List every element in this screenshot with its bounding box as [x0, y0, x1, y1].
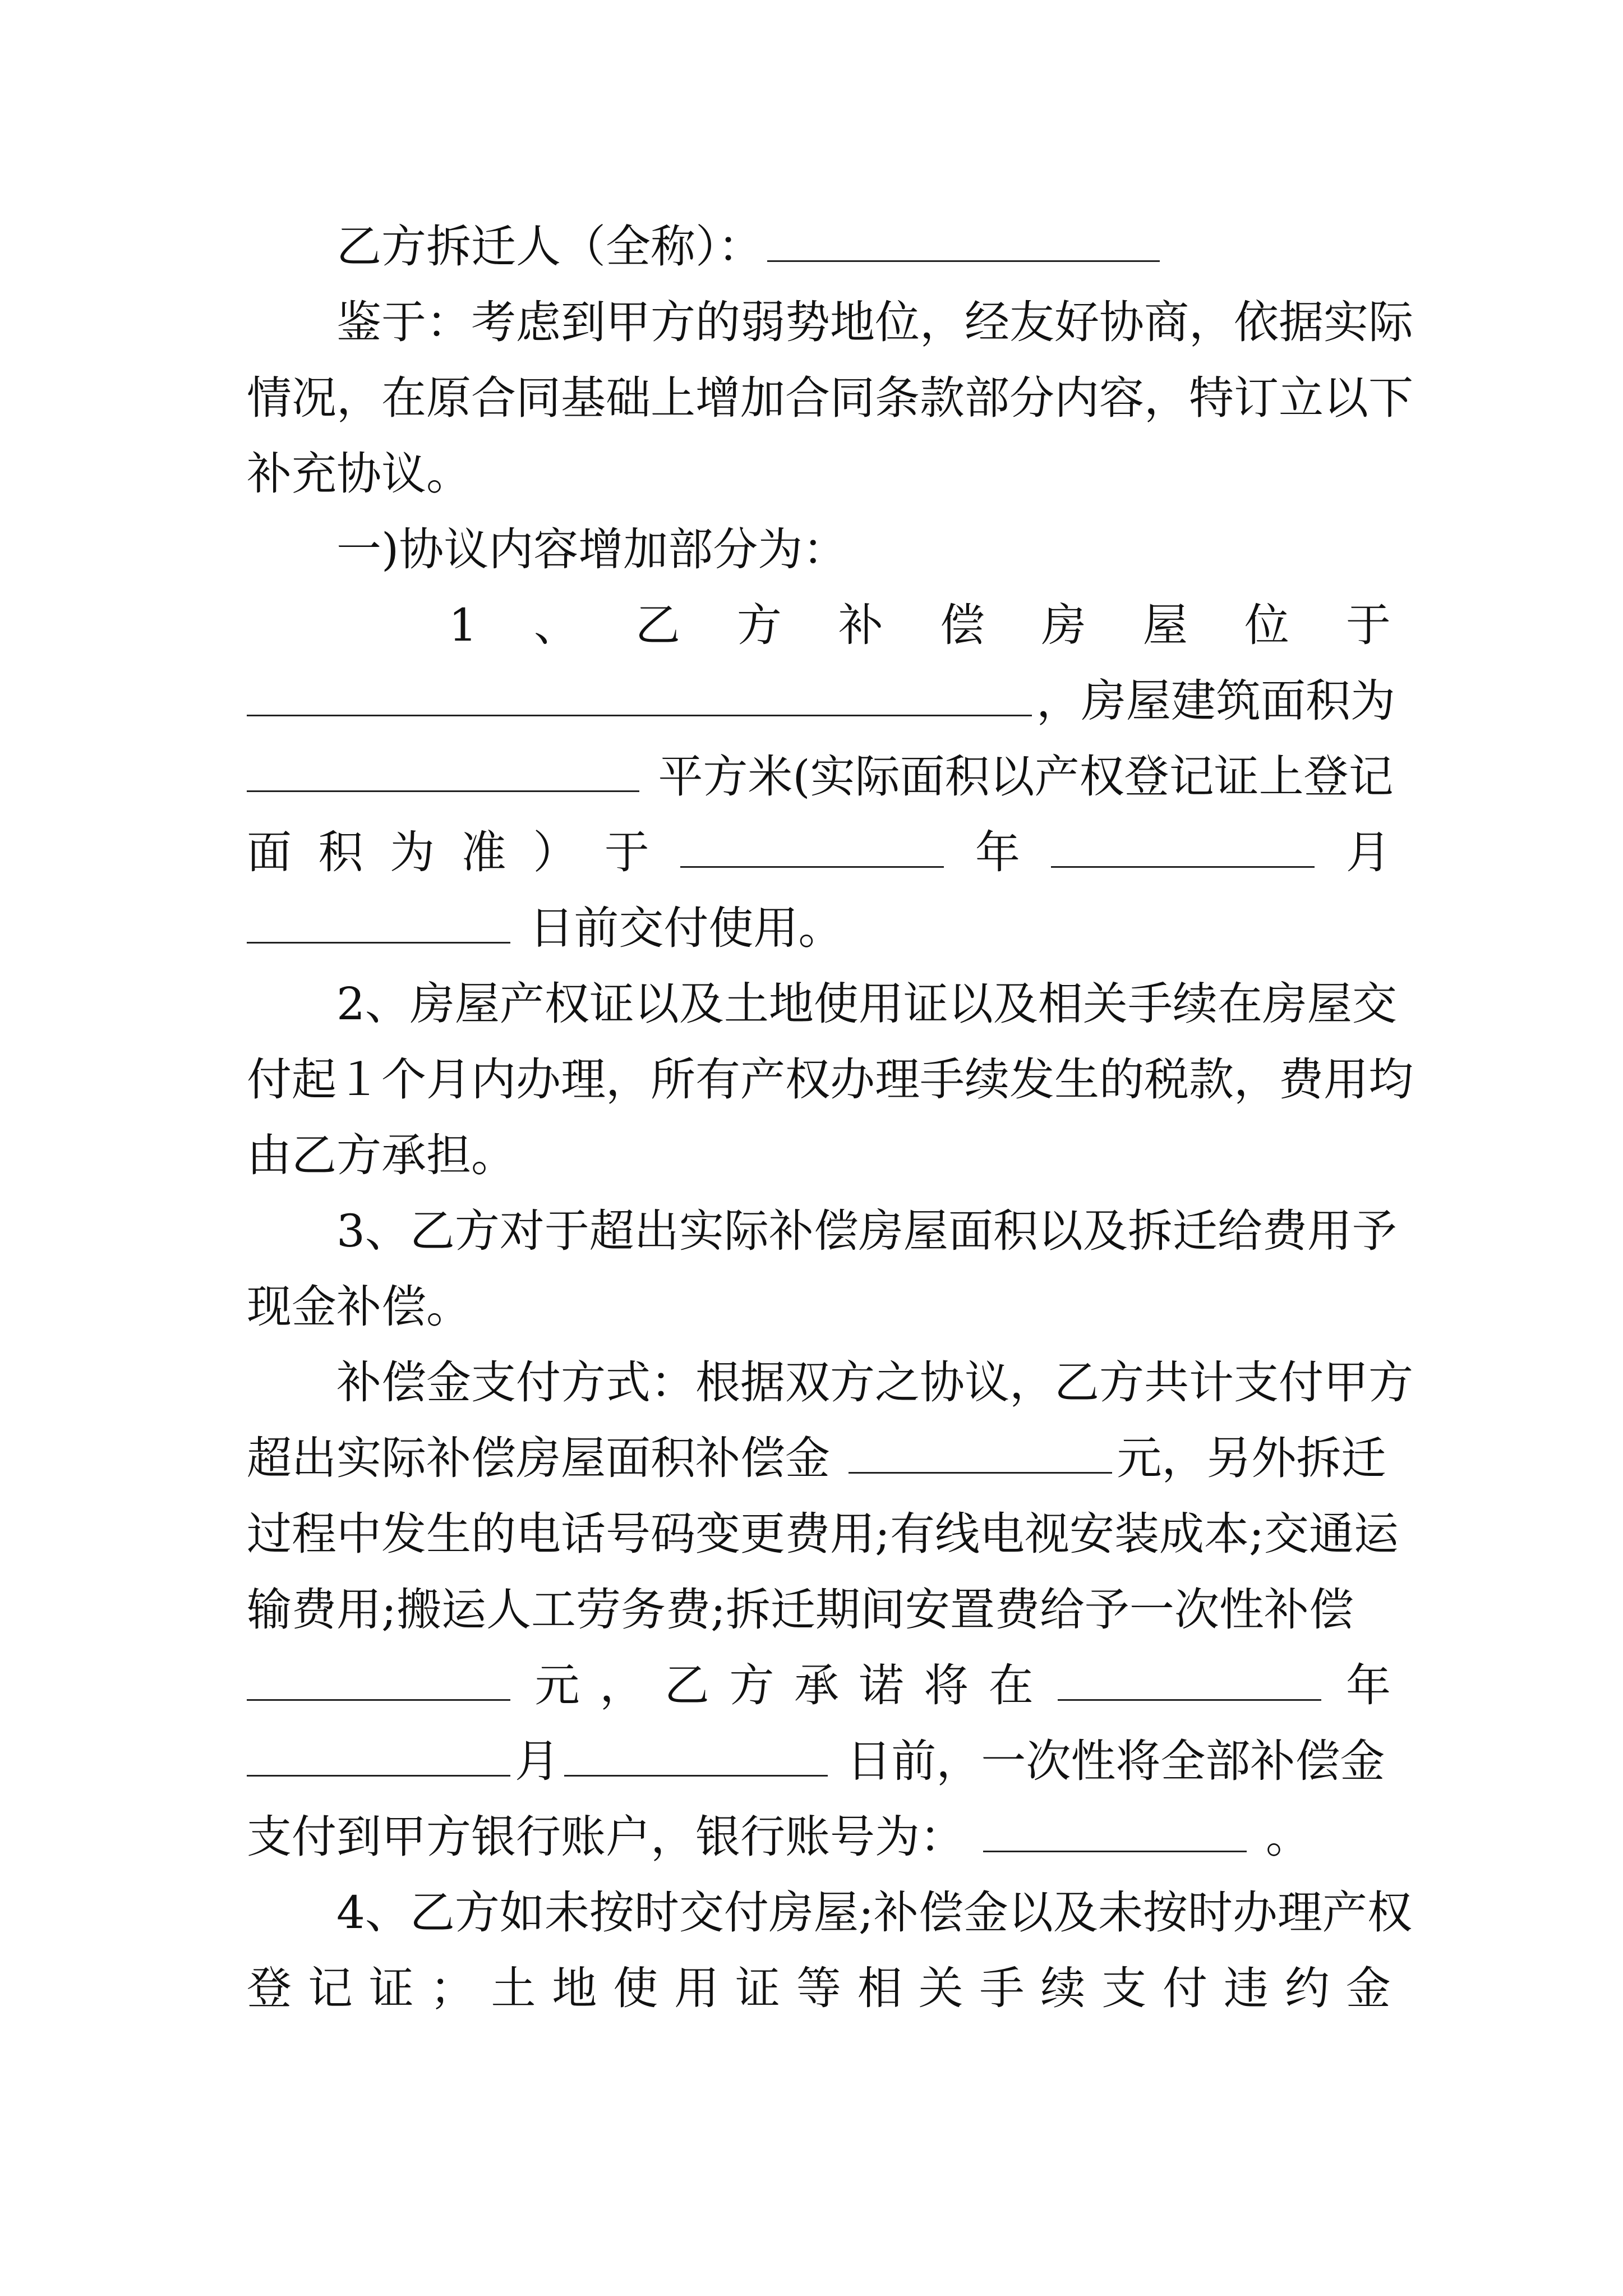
lump-sum-blank[interactable] — [247, 1699, 510, 1701]
payment-line-2-tail: 元，另外拆迁 — [1117, 1432, 1386, 1484]
basis-char: 积 — [318, 826, 363, 878]
item-1-char: 于 — [1345, 599, 1391, 651]
house-location-blank[interactable] — [247, 715, 1032, 716]
area-blank[interactable] — [247, 790, 639, 792]
item-1-char: 方 — [736, 599, 782, 651]
item-4-char: 证 — [368, 1962, 414, 2014]
item-4-char: 使 — [613, 1962, 658, 2014]
item-4-char: 土 — [491, 1962, 536, 2014]
payment-year-blank[interactable] — [1058, 1699, 1321, 1701]
item-1-line-1 — [449, 586, 1391, 665]
excess-compensation-blank[interactable] — [849, 1472, 1112, 1474]
item-1-char: 偿 — [939, 599, 985, 651]
payment-char: 方 — [729, 1659, 774, 1711]
year-label: 年 — [975, 826, 1020, 878]
payment-char: 元 — [534, 1659, 580, 1711]
item-1-line-4 — [247, 813, 1391, 892]
payment-line-4: 输费用;搬运人工劳务费;拆迁期间安置费给予一次性补偿 — [247, 1584, 1354, 1636]
section-1-heading: 一)协议内容增加部分为： — [336, 523, 848, 576]
item-2-line-1: 2、房屋产权证以及土地使用证以及相关手续在房屋交 — [336, 978, 1397, 1030]
payment-line-3: 过程中发生的电话号码变更费用;有线电视安装成本;交通运 — [247, 1508, 1399, 1560]
month-label: 月 — [1345, 826, 1391, 878]
item-4-char: 记 — [307, 1962, 353, 2014]
payment-char: 将 — [924, 1659, 969, 1711]
item-4-char: 登 — [247, 1962, 292, 2014]
item-4-line-1: 4、乙方如未按时交付房屋;补偿金以及未按时办理产权 — [336, 1887, 1412, 1939]
area-unit-text: 平方米(实际面积以产权登记证上登记 — [658, 751, 1394, 803]
payment-char: 承 — [794, 1659, 839, 1711]
bank-account-blank[interactable] — [983, 1851, 1247, 1852]
delivery-day-blank[interactable] — [247, 942, 510, 944]
basis-char: 于 — [604, 826, 649, 878]
item-1-char: 、 — [533, 599, 579, 651]
delivery-month-blank[interactable] — [1051, 866, 1315, 868]
item-4-char: 约 — [1284, 1962, 1330, 2014]
payment-amount-label: 超出实际补偿房屋面积补偿金 — [247, 1432, 830, 1484]
item-2-line-2: 付起１个月内办理，所有产权办理手续发生的税款，费用均 — [247, 1053, 1413, 1106]
preamble-line-1: 鉴于：考虑到甲方的弱势地位，经友好协商，依据实际 — [336, 296, 1413, 348]
payment-char: 乙 — [664, 1659, 709, 1711]
item-4-char: 支 — [1101, 1962, 1147, 2014]
preamble-line-3: 补充协议。 — [247, 448, 471, 500]
payment-char: 诺 — [859, 1659, 904, 1711]
payment-line-6 — [247, 1722, 1391, 1801]
basis-char: 为 — [390, 826, 435, 878]
party-b-name-blank[interactable] — [767, 260, 1160, 262]
payment-line-7 — [247, 1798, 1391, 1876]
item-1-line-3 — [247, 738, 1394, 816]
item-1-char: 乙 — [635, 599, 680, 651]
party-b-label: 乙方拆迁人（全称）： — [336, 220, 763, 273]
item-2-line-3: 由乙方承担。 — [247, 1129, 516, 1181]
basis-char: 准 — [461, 826, 506, 878]
item-4-char: 证 — [735, 1962, 780, 2014]
payment-day-blank[interactable] — [564, 1775, 828, 1777]
item-1-char: 位 — [1244, 599, 1289, 651]
party-b-line — [336, 208, 1391, 286]
item-3-line-2: 现金补偿。 — [247, 1281, 471, 1333]
payment-char: ， — [600, 1659, 645, 1711]
payment-line-1: 补偿金支付方式：根据双方之协议，乙方共计支付甲方 — [336, 1356, 1413, 1409]
payment-line-2 — [247, 1419, 1391, 1498]
item-1-char: 房 — [1041, 599, 1086, 651]
item-4-char: 违 — [1224, 1962, 1269, 2014]
item-4-char: 关 — [918, 1962, 963, 2014]
item-1-char: 补 — [838, 599, 883, 651]
item-4-line-2 — [247, 1949, 1391, 2028]
item-4-char: 相 — [857, 1962, 902, 2014]
payment-line-6-tail: 日前，一次性将全部补偿金 — [846, 1735, 1385, 1787]
payment-line-5 — [247, 1646, 1391, 1725]
item-1-line-5 — [247, 889, 1391, 968]
delivery-year-blank[interactable] — [680, 866, 944, 868]
payment-line-7-end: 。 — [1265, 1811, 1311, 1863]
payment-month-blank[interactable] — [247, 1775, 510, 1777]
item-4-char: 地 — [552, 1962, 597, 2014]
payment-char: 在 — [988, 1659, 1034, 1711]
preamble-line-2: 情况，在原合同基础上增加合同条款部分内容，特订立以下 — [247, 372, 1413, 424]
bank-account-label: 支付到甲方银行账户，银行账号为： — [247, 1811, 965, 1863]
item-4-char: 手 — [979, 1962, 1025, 2014]
item-4-char: 续 — [1040, 1962, 1086, 2014]
item-3-line-1: 3、乙方对于超出实际补偿房屋面积以及拆迁给费用予 — [336, 1205, 1397, 1257]
item-4-char: 金 — [1345, 1962, 1391, 2014]
area-label: ，房屋建筑面积为 — [1036, 675, 1395, 727]
payment-year-label: 年 — [1345, 1659, 1391, 1711]
payment-month-label: 月 — [515, 1735, 560, 1787]
item-4-char: ； — [430, 1962, 475, 2014]
delivery-text: 日前交付使用。 — [529, 902, 843, 954]
item-4-char: 等 — [796, 1962, 841, 2014]
basis-char: ） — [533, 826, 578, 878]
item-4-char: 用 — [674, 1962, 720, 2014]
item-4-char: 付 — [1163, 1962, 1208, 2014]
item-1-char: 1 — [449, 599, 477, 651]
item-1-char: 屋 — [1142, 599, 1188, 651]
basis-char: 面 — [247, 826, 292, 878]
item-1-line-2 — [247, 662, 1395, 740]
